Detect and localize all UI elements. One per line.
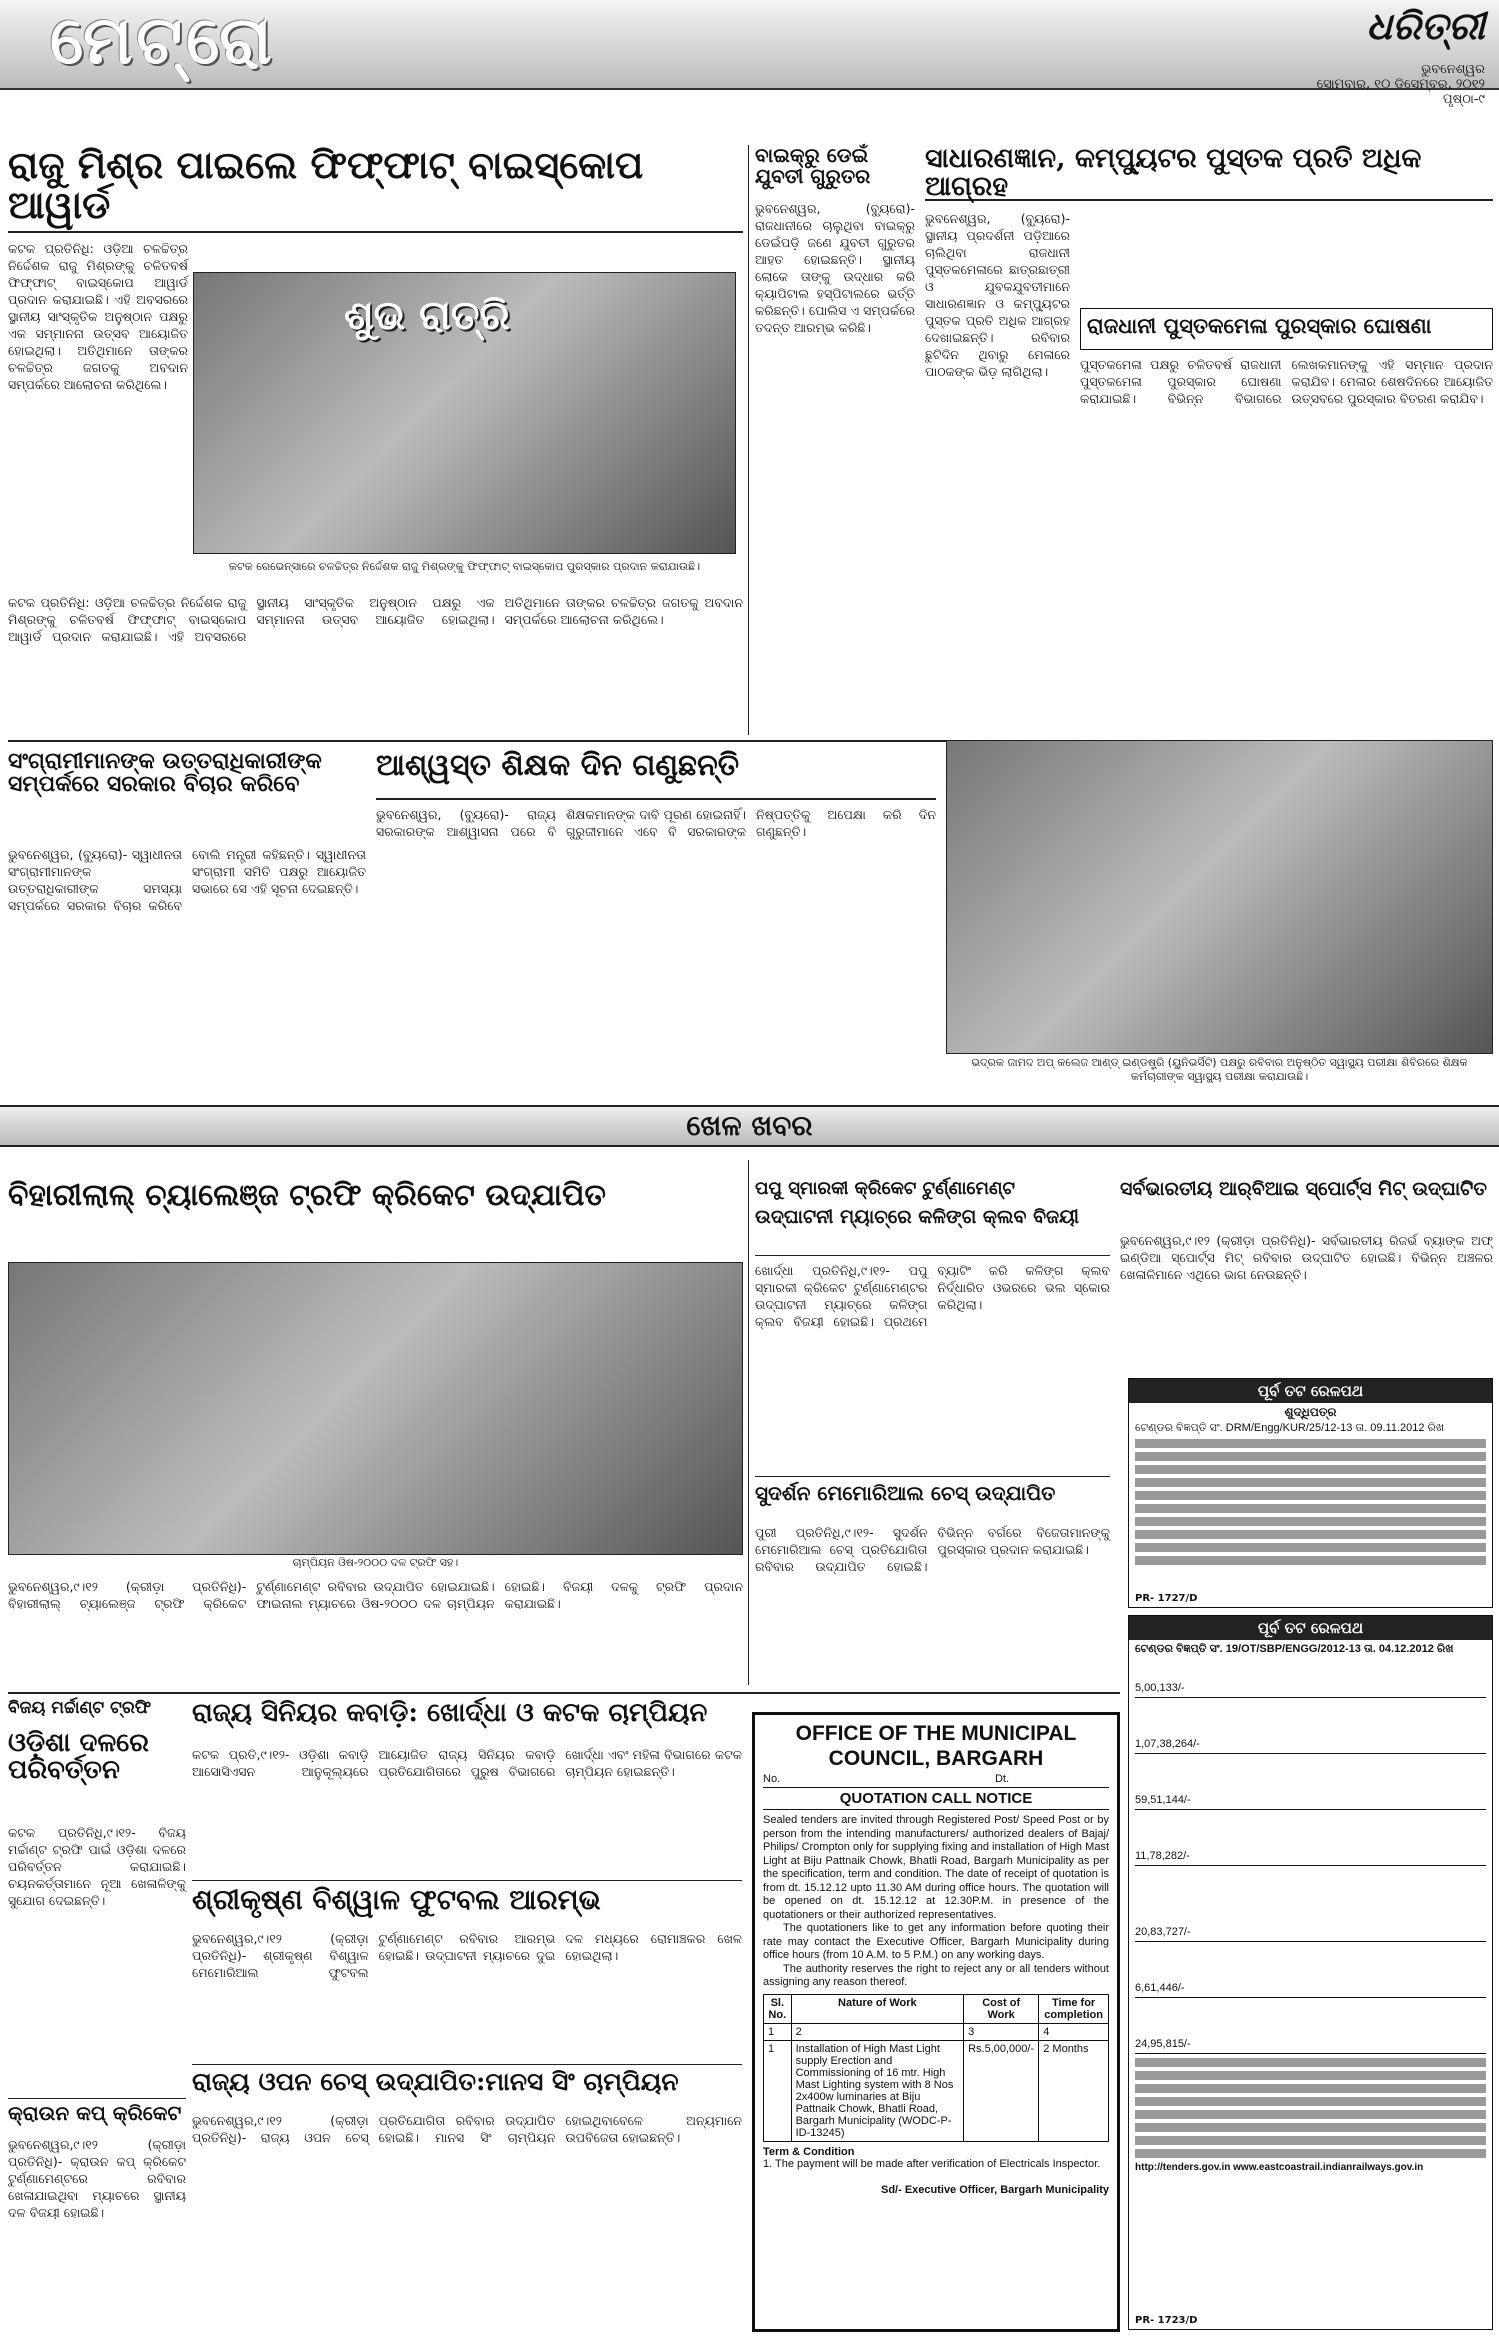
newspaper-brand: ଧରିତ୍ରୀ bbox=[1366, 4, 1485, 48]
sports-section-band: ଖେଳ ଖବର bbox=[0, 1105, 1499, 1147]
sports-rbi-headline: ସର୍ବଭାରତୀୟ ଆର୍‌ବିଆଇ ସ୍ପୋର୍ଟ୍‌ସ ମିଟ୍ ଉଦ୍‌ଘାଟିତ bbox=[1120, 1178, 1487, 1200]
tender-amount: 6,61,446/- bbox=[1135, 1942, 1486, 1998]
photo-banner-text: ଶୁଭ ରାତ୍ରି bbox=[344, 293, 510, 339]
tender-cell: 2 Months bbox=[1039, 2040, 1109, 2141]
tender-cell: Rs.5,00,000/- bbox=[964, 2040, 1039, 2141]
column-divider bbox=[748, 145, 749, 735]
article-raju-photo bbox=[193, 272, 736, 554]
health-camp-photo bbox=[946, 740, 1493, 1054]
tender-col-header: Nature of Work bbox=[791, 1994, 964, 2023]
tender-col-number: 2 bbox=[791, 2023, 964, 2040]
railway-ad-tender bbox=[1128, 1615, 1493, 2330]
tender-amount: 20,83,727/- bbox=[1135, 1866, 1486, 1942]
table-row bbox=[764, 2040, 1109, 2141]
tender-signature: Sd/- Executive Officer, Bargarh Municipality bbox=[880, 2183, 1109, 2196]
article-bike-headline: ବାଇକ୍‌ରୁ ଡେଇଁ ଯୁବତୀ ଗୁରୁତର bbox=[755, 143, 871, 188]
tender-ref-line bbox=[763, 1773, 1109, 1785]
tender-cell: Installation of High Mast Light supply Erection and Commissioning of 16 mtr. High Mast Lighting system with 8 Nos 2x400w luminaries at Biju Pattnaik Chowk, Bhatli Road, Bargarh Municipality (WODC-P-ID-13245) bbox=[791, 2040, 964, 2141]
railway-ad-corrigendum bbox=[1128, 1378, 1493, 1608]
article-bookfair-body: ପୁସ୍ତକମେଳା ପକ୍ଷରୁ ଚଳିତବର୍ଷ ରାଜଧାନୀ ପୁସ୍ତକମେଳା ପୁରସ୍କାର ଘୋଷଣା କରାଯାଇଛି। ବିଭିନ୍ନ ବିଭାଗରେ ଲେଖକମାନଙ୍କୁ ଏହି ସମ୍ମାନ ପ୍ରଦାନ କରାଯିବ। ମେଳାର ଶେଷଦିନରେ ଆୟୋଜିତ ଉତ୍ସବରେ ପୁରସ୍କାର ବିତରଣ କରାଯିବ। bbox=[1080, 357, 1493, 406]
sports-kabaddi-body: କଟକ ପ୍ରତି,୯।୧୨- ଓଡ଼ିଶା କବାଡ଼ି ଆସୋସିଏସନ ଆନୁକୂଲ୍ୟରେ ଆୟୋଜିତ ରାଜ୍ୟ ସିନିୟର କବାଡ଼ି ପ୍ରତିଯୋଗିତାରେ ପୁରୁଷ ବିଭାଗରେ ଖୋର୍ଦ୍ଧା ଏବଂ ମହିଳା ବିଭାଗରେ କଟକ ଚାମ୍ପିୟନ ହୋଇଛନ୍ତି। bbox=[192, 1747, 742, 1779]
tender-subtitle: QUOTATION CALL NOTICE bbox=[763, 1787, 1109, 1810]
sports-biharilal-photo bbox=[8, 1262, 743, 1555]
tender-col-header: Time for completion bbox=[1039, 1994, 1109, 2023]
sports-crown-body: ଭୁବନେଶ୍ୱର,୯।୧୨ (କ୍ରୀଡ଼ା ପ୍ରତିନିଧି)- କ୍ରାଉନ କପ୍ କ୍ରିକେଟ ଟୁର୍ଣ୍ଣାମେଣ୍ଟରେ ରବିବାର ଖେଳାଯାଇଥିବା ମ୍ୟାଚରେ ସ୍ଥାନୀୟ ଦଳ ବିଜୟୀ ହୋଇଛି। bbox=[8, 2137, 186, 2220]
article-raju-body-continued: କଟକ ପ୍ରତିନିଧି: ଓଡ଼ିଆ ଚଳଚ୍ଚିତ୍ର ନିର୍ଦ୍ଦେଶକ ରାଜୁ ମିଶ୍ରଙ୍କୁ ଚଳିତବର୍ଷ ଫିଫ୍‌ଫାଟ୍ ବାଇସ୍କୋପ ଆୱାର୍ଡ ପ୍ରଦାନ କରାଯାଇଛି। ଏହି ଅବସରରେ ସ୍ଥାନୀୟ ସାଂସ୍କୃତିକ ଅନୁଷ୍ଠାନ ପକ୍ଷରୁ ଏକ ସମ୍ମାନନା ଉତ୍ସବ ଆୟୋଜିତ ହୋଇଥିଲା। ଅତିଥିମାନେ ତାଙ୍କର ଚଳଚ୍ଚିତ୍ର ଜଗତକୁ ଅବଦାନ ସମ୍ପର୍କରେ ଆଲୋଚନା କରିଥିଲେ। bbox=[8, 595, 743, 644]
sports-vijay-headline: ଓଡ଼ିଶା ଦଳରେ ପରିବର୍ତ୍ତନ bbox=[8, 1728, 149, 1786]
tender-amount: 24,95,815/- bbox=[1135, 1998, 1486, 2054]
article-fighters-headline: ସଂଗ୍ରାମୀମାନଙ୍କ ଉତ୍ତରାଧିକାରୀଙ୍କ ସମ୍ପର୍କରେ ସରକାର ବିଚାର କରିବେ bbox=[8, 748, 322, 798]
railway-ad-pr: PR- 1727/D bbox=[1135, 1593, 1198, 1604]
railway-ad-text-lines bbox=[1129, 1439, 1492, 1565]
sports-vijay-body: କଟକ ପ୍ରତିନିଧି,୯।୧୨- ବିଜୟ ମର୍ଚ୍ଚାଣ୍ଟ ଟ୍ରଫି ପାଇଁ ଓଡ଼ିଶା ଦଳରେ ପରିବର୍ତ୍ତନ କରାଯାଇଛି। ଚୟନକର୍ତ୍ତାମାନେ ନୂଆ ଖେଳାଳିଙ୍କୁ ସୁଯୋଗ ଦେଇଛନ୍ତି। bbox=[8, 1825, 186, 1908]
dateline-date: ସୋମବାର, ୧୦ ଡିସେମ୍ବର, ୨୦୧୨ bbox=[1316, 77, 1485, 92]
sports-openchess-body: ଭୁବନେଶ୍ୱର,୯।୧୨ (କ୍ରୀଡ଼ା ପ୍ରତିନିଧି)- ରାଜ୍ୟ ଓପନ ଚେସ୍ ପ୍ରତିଯୋଗିତା ରବିବାର ଉଦ୍‌ଯାପିତ ହୋଇଛି। ମାନସ ସିଂ ଚାମ୍ପିୟନ ହୋଇଥିବାବେଳେ ଅନ୍ୟମାନେ ଉପବିଜେତା ହୋଇଛନ୍ତି। bbox=[192, 2113, 742, 2145]
article-fighters-body: ଭୁବନେଶ୍ୱର, (ବ୍ୟୁରୋ)- ସ୍ୱାଧୀନତା ସଂଗ୍ରାମୀମାନଙ୍କ ଉତ୍ତରାଧିକାରୀଙ୍କ ସମସ୍ୟା ସମ୍ପର୍କରେ ସରକାର ବିଚାର କରିବେ ବୋଲି ମନ୍ତ୍ରୀ କହିଛନ୍ତି। ସ୍ୱାଧୀନତା ସଂଗ୍ରାମୀ ସମିତି ପକ୍ଷରୁ ଆୟୋଜିତ ସଭାରେ ସେ ଏହି ସୂଚନା ଦେଇଛନ୍ତି। bbox=[8, 847, 366, 913]
page-header bbox=[0, 0, 1499, 107]
sports-rbi-body: ଭୁବନେଶ୍ୱର,୯।୧୨ (କ୍ରୀଡ଼ା ପ୍ରତିନିଧି)- ସର୍ବଭାରତୀୟ ରିଜର୍ଭ ବ୍ୟାଙ୍କ ଅଫ୍ ଇଣ୍ଡିଆ ସ୍ପୋର୍ଟ୍‌ସ ମିଟ୍ ରବିବାର ଉଦ୍‌ଘାଟିତ ହୋଇଛି। ବିଭିନ୍ନ ଅଞ୍ଚଳର ଖେଳାଳିମାନେ ଏଥିରେ ଭାଗ ନେଉଛନ୍ତି। bbox=[1120, 1233, 1493, 1282]
tender-term-1: 1. The payment will be made after verification of Electricals Inspector. bbox=[763, 2157, 1101, 2170]
article-books-body: ଭୁବନେଶ୍ୱର, (ବ୍ୟୁରୋ)- ସ୍ଥାନୀୟ ପ୍ରଦର୍ଶନୀ ପଡ଼ିଆରେ ଚାଲିଥିବା ରାଜଧାନୀ ପୁସ୍ତକମେଳାରେ ଛାତ୍ରଛାତ୍ରୀ ଓ ଯୁବକଯୁବତୀମାନେ ସାଧାରଣଜ୍ଞାନ ଓ କମ୍ପ୍ୟୁଟର ପୁସ୍ତକ ପ୍ରତି ଅଧିକ ଆଗ୍ରହ ଦେଖାଇଛନ୍ତି। ରବିବାର ଛୁଟିଦିନ ଥିବାରୁ ମେଳାରେ ପାଠକଙ୍କ ଭିଡ଼ ଲାଗିଥିଲା। bbox=[925, 211, 1070, 379]
health-camp-caption: ଭଦ୍ରକ ଜାମଦ ଅପ୍ କଲେଜ ଆଣ୍ଡ୍ ଇଣ୍ଡଷ୍ଟ୍ରି (ୟୁନିଭର୍ସିଟି) ପକ୍ଷରୁ ରବିବାର ଅନୁଷ୍ଠିତ ସ୍ୱାସ୍ଥ୍ୟ ପରୀକ୍ଷା ଶିବିରରେ ଶିକ୍ଷକ କର୍ମଚାରୀଙ୍କ ସ୍ୱାସ୍ଥ୍ୟ ପରୀକ୍ଷା କରାଯାଉଛି। bbox=[971, 1056, 1468, 1083]
sports-openchess-headline: ରାଜ୍ୟ ଓପନ ଚେସ୍ ଉଦ୍‌ଯାପିତ:ମାନସ ସିଂ ଚାମ୍ପିୟନ bbox=[192, 2064, 742, 2108]
tender-col-number: 1 bbox=[764, 2023, 792, 2040]
tender-dt-label: Dt. bbox=[994, 1773, 1009, 1785]
railway-tender-web[interactable]: http://tenders.gov.in www.eastcoastrail.indianrailways.gov.in bbox=[1135, 2162, 1424, 2173]
dateline-page: ପୃଷ୍ଠା-୯ bbox=[1442, 92, 1485, 107]
dateline-city: ଭୁବନେଶ୍ୱର bbox=[1421, 62, 1485, 77]
article-bookfair-headline: ରାଜଧାନୀ ପୁସ୍ତକମେଳା ପୁରସ୍କାର ଘୋଷଣା bbox=[1080, 308, 1493, 350]
railway-tender-title: ପୂର୍ବ ତଟ ରେଳପଥ bbox=[1129, 1616, 1492, 1640]
municipal-tender-ad bbox=[752, 1712, 1120, 2332]
sports-papu-body: ଖୋର୍ଦ୍ଧା ପ୍ରତିନିଧି,୯।୧୨- ପପୁ ସ୍ମାରକୀ କ୍ରିକେଟ ଟୁର୍ଣ୍ଣାମେଣ୍ଟର ଉଦ୍‌ଘାଟନୀ ମ୍ୟାଚ୍‌ରେ କଳିଙ୍ଗ କ୍ଲବ ବିଜୟୀ ହୋଇଛି। ପ୍ରଥମେ ବ୍ୟାଟିଂ କରି କଳିଙ୍ଗ କ୍ଲବ ନିର୍ଦ୍ଧାରିତ ଓଭରରେ ଭଲ ସ୍କୋର କରିଥିଲା। bbox=[755, 1263, 1110, 1329]
tender-amount: 1,07,38,264/- bbox=[1135, 1698, 1486, 1754]
tender-col-number: 4 bbox=[1039, 2023, 1109, 2040]
tender-amount: 11,78,282/- bbox=[1135, 1810, 1486, 1866]
sports-kabaddi-headline: ରାଜ୍ୟ ସିନିୟର କବାଡ଼ି: ଖୋର୍ଦ୍ଧା ଓ କଟକ ଚାମ୍ପିୟନ bbox=[192, 1698, 708, 1728]
tender-terms-heading: Term & Condition bbox=[763, 2145, 855, 2158]
tender-table bbox=[763, 1994, 1109, 2142]
article-books-headline: ସାଧାରଣଜ୍ଞାନ, କମ୍ପ୍ୟୁଟର ପୁସ୍ତକ ପ୍ରତି ଅଧିକ ଆଗ୍ରହ bbox=[925, 145, 1493, 201]
railway-ad-subtitle: ଶୁଦ୍ଧିପତ୍ର bbox=[1284, 1405, 1337, 1419]
sports-biharilal-caption: ଚାମ୍ପିୟନ ଓିଷ-୨୦୦୦ ଦଳ ଟ୍ରଫି ସହ। bbox=[292, 1556, 459, 1569]
railway-tender-amounts bbox=[1135, 1660, 1486, 2054]
railway-ad-title: ପୂର୍ବ ତଟ ରେଳପଥ bbox=[1129, 1379, 1492, 1403]
column-divider bbox=[748, 1160, 749, 1685]
tender-no-label: No. bbox=[763, 1773, 781, 1785]
sports-biharilal-headline: ବିହାରୀଲାଲ୍ ଚ୍ୟାଲେଞ୍ଜ ଟ୍ରଫି କ୍ରିକେଟ ଉଦ୍‌ଯାପିତ bbox=[8, 1178, 606, 1213]
tender-title: OFFICE OF THE MUNICIPAL COUNCIL, BARGARH bbox=[795, 1722, 1077, 1770]
sports-sudarshan-body: ପୁରୀ ପ୍ରତିନିଧି,୯।୧୨- ସୁଦର୍ଶନ ମେମୋରିଆଲ ଚେସ୍ ପ୍ରତିଯୋଗିତା ରବିବାର ଉଦ୍‌ଯାପିତ ହୋଇଛି। ବିଭିନ୍ନ ବର୍ଗରେ ବିଜେତାମାନଙ୍କୁ ପୁରସ୍କାର ପ୍ରଦାନ କରାଯାଇଛି। bbox=[755, 1525, 1110, 1574]
sports-papu-kicker: ପପୁ ସ୍ମାରକୀ କ୍ରିକେଟ ଟୁର୍ଣ୍ଣାମେଣ୍ଟ bbox=[755, 1178, 1015, 1199]
tender-amount: 59,51,144/- bbox=[1135, 1754, 1486, 1810]
tender-para-2: The quotationers like to get any information before quoting their rate may contact the Executive Officer, Bargarh Municipality during office hours (from 10 A.M. to 5 P.M.) on any working days. bbox=[763, 1922, 1109, 1961]
tender-cell: 1 bbox=[764, 2040, 792, 2141]
article-raju-headline: ରାଜୁ ମିଶ୍ର ପାଇଲେ ଫିଫ୍‌ଫାଟ୍ ବାଇସ୍କୋପ ଆୱାର୍ଡ bbox=[8, 145, 743, 233]
tender-col-header: Cost of Work bbox=[964, 1994, 1039, 2023]
dateline bbox=[1317, 62, 1485, 107]
tender-amount: 5,00,133/- bbox=[1135, 1660, 1486, 1698]
sports-crown-headline: କ୍ରାଉନ କପ୍ କ୍ରିକେଟ bbox=[8, 2098, 186, 2132]
tender-para-3: The authority reserves the right to reject any or all tenders without assigning any reason thereof. bbox=[763, 1962, 1109, 1988]
sports-vijay-kicker: ବିଜୟ ମର୍ଚ୍ଚାଣ୍ଟ ଟ୍ରଫି bbox=[8, 1698, 152, 1718]
tender-col-number: 3 bbox=[964, 2023, 1039, 2040]
article-teachers-headline: ଆଶ୍ୱସ୍ତ ଶିକ୍ଷକ ଦିନ ଗଣୁଛନ୍ତି bbox=[376, 750, 936, 800]
article-raju-body-lead: କଟକ ପ୍ରତିନିଧି: ଓଡ଼ିଆ ଚଳଚ୍ଚିତ୍ର ନିର୍ଦ୍ଦେଶକ ରାଜୁ ମିଶ୍ରଙ୍କୁ ଚଳିତବର୍ଷ ଫିଫ୍‌ଫାଟ୍ ବାଇସ୍କୋପ ଆୱାର୍ଡ ପ୍ରଦାନ କରାଯାଇଛି। ଏହି ଅବସରରେ ସ୍ଥାନୀୟ ସାଂସ୍କୃତିକ ଅନୁଷ୍ଠାନ ପକ୍ଷରୁ ଏକ ସମ୍ମାନନା ଉତ୍ସବ ଆୟୋଜିତ ହୋଇଥିଲା। ଅତିଥିମାନେ ତାଙ୍କର ଚଳଚ୍ଚିତ୍ର ଜଗତକୁ ଅବଦାନ ସମ୍ପର୍କରେ ଆଲୋଚନା କରିଥିଲେ। bbox=[8, 241, 188, 392]
article-bike-body: ଭୁବନେଶ୍ୱର, (ବ୍ୟୁରୋ)- ରାଜଧାନୀରେ ଚାଲୁଥିବା ବାଇକ୍‌ରୁ ଡେଇଁପଡ଼ି ଜଣେ ଯୁବତୀ ଗୁରୁତର ଆହତ ହୋଇଛନ୍ତି। ସ୍ଥାନୀୟ ଲୋକେ ତାଙ୍କୁ ଉଦ୍ଧାର କରି କ୍ୟାପିଟାଲ ହସ୍ପିଟାଲରେ ଭର୍ତ୍ତି କରିଛନ୍ତି। ପୋଲିସ ଏ ସମ୍ପର୍କରେ ତଦନ୍ତ ଆରମ୍ଭ କରିଛି। bbox=[755, 201, 915, 335]
sports-football-headline: ଶ୍ରୀକୃଷ୍ଣ ବିଶ୍ୱାଳ ଫୁଟବଲ ଆରମ୍ଭ bbox=[192, 1880, 742, 1924]
sports-sudarshan-headline: ସୁଦର୍ଶନ ମେମୋରିଆଲ ଚେସ୍ ଉଦ୍‌ଯାପିତ bbox=[755, 1476, 1110, 1518]
article-teachers-body: ଭୁବନେଶ୍ୱର, (ବ୍ୟୁରୋ)- ରାଜ୍ୟ ସରକାରଙ୍କ ଆଶ୍ୱାସନା ପରେ ବି ଶିକ୍ଷକମାନଙ୍କ ଦାବି ପୂରଣ ହୋଇନାହିଁ। ଗୁରୁଜୀମାନେ ଏବେ ବି ସରକାରଙ୍କ ନିଷ୍ପତ୍ତିକୁ ଅପେକ୍ଷା କରି ଦିନ ଗଣୁଛନ୍ତି। bbox=[376, 807, 936, 839]
section-divider bbox=[8, 1692, 1120, 1694]
sports-biharilal-body: ଭୁବନେଶ୍ୱର,୯।୧୨ (କ୍ରୀଡ଼ା ପ୍ରତିନିଧି)- ବିହାରୀଲାଲ୍ ଚ୍ୟାଲେଞ୍ଜ ଟ୍ରଫି କ୍ରିକେଟ ଟୁର୍ଣ୍ଣାମେଣ୍ଟ ରବିବାର ଉଦ୍‌ଯାପିତ ହୋଇଯାଇଛି। ଫାଇନାଲ ମ୍ୟାଚରେ ଓିଷ-୨୦୦୦ ଦଳ ଚାମ୍ପିୟନ ହୋଇଛି। ବିଜୟୀ ଦଳକୁ ଟ୍ରଫି ପ୍ରଦାନ କରାଯାଇଛି। bbox=[8, 1579, 743, 1611]
tender-para-1: Sealed tenders are invited through Registered Post/ Speed Post or by person from the intending manufacturers/ authorized dealers of Bajaj/ Philips/ Crompton only for supplying fixing and installation of High Mast Light at Biju Pattnaik Chowk, Bhatli Road, Bargarh Municipality as per the specification, term and condition. The date of receipt of quotation is from dt. 15.12.12 upto 11.30 AM during office hours. The quotation will be opened on dt. 15.12.12 at 12.30P.M. in presence of the quotationers or their authorized representatives. bbox=[763, 1814, 1109, 1921]
railway-ad-notice: ଟେଣ୍ଡର ବିଜ୍ଞପ୍ତି ସଂ. DRM/Engg/KUR/25/12-13 ତା. 09.11.2012 ରିଖ bbox=[1135, 1422, 1445, 1434]
sports-papu-headline: ଉଦ୍‌ଘାଟନୀ ମ୍ୟାଚ୍‌ରେ କଳିଙ୍ଗ କ୍ଲବ ବିଜୟୀ bbox=[755, 1208, 1110, 1256]
tender-col-header: Sl. No. bbox=[764, 1994, 792, 2023]
masthead: ମେଟ୍ରୋ bbox=[50, 2, 276, 79]
sports-football-body: ଭୁବନେଶ୍ୱର,୯।୧୨ (କ୍ରୀଡ଼ା ପ୍ରତିନିଧି)- ଶ୍ରୀକୃଷ୍ଣ ବିଶ୍ୱାଳ ମେମୋରିଆଲ ଫୁଟବଲ ଟୁର୍ଣ୍ଣାମେଣ୍ଟ ରବିବାର ଆରମ୍ଭ ହୋଇଛି। ଉଦ୍‌ଘାଟନୀ ମ୍ୟାଚରେ ଦୁଇ ଦଳ ମଧ୍ୟରେ ରୋମାଞ୍ଚକର ଖେଳ ହୋଇଥିଲା। bbox=[192, 1931, 742, 1980]
railway-tender-text-lines bbox=[1129, 2058, 1492, 2158]
railway-tender-pr: PR- 1723/D bbox=[1135, 2315, 1198, 2326]
railway-tender-notice: ଟେଣ୍ଡର ବିଜ୍ଞପ୍ତି ସଂ. 19/OT/SBP/ENGG/2012-13 ତା. 04.12.2012 ରିଖ bbox=[1135, 1643, 1454, 1655]
article-raju-caption: କଟକ ରେଭେନ୍ସାରେ ଚଳଚ୍ଚିତ୍ର ନିର୍ଦ୍ଦେଶକ ରାଜୁ ମିଶ୍ରଙ୍କୁ ଫିଫ୍‌ଫାଟ୍ ବାଇସ୍କୋପ ପୁରସ୍କାର ପ୍ରଦାନ କରାଯାଉଛି। bbox=[228, 560, 701, 573]
